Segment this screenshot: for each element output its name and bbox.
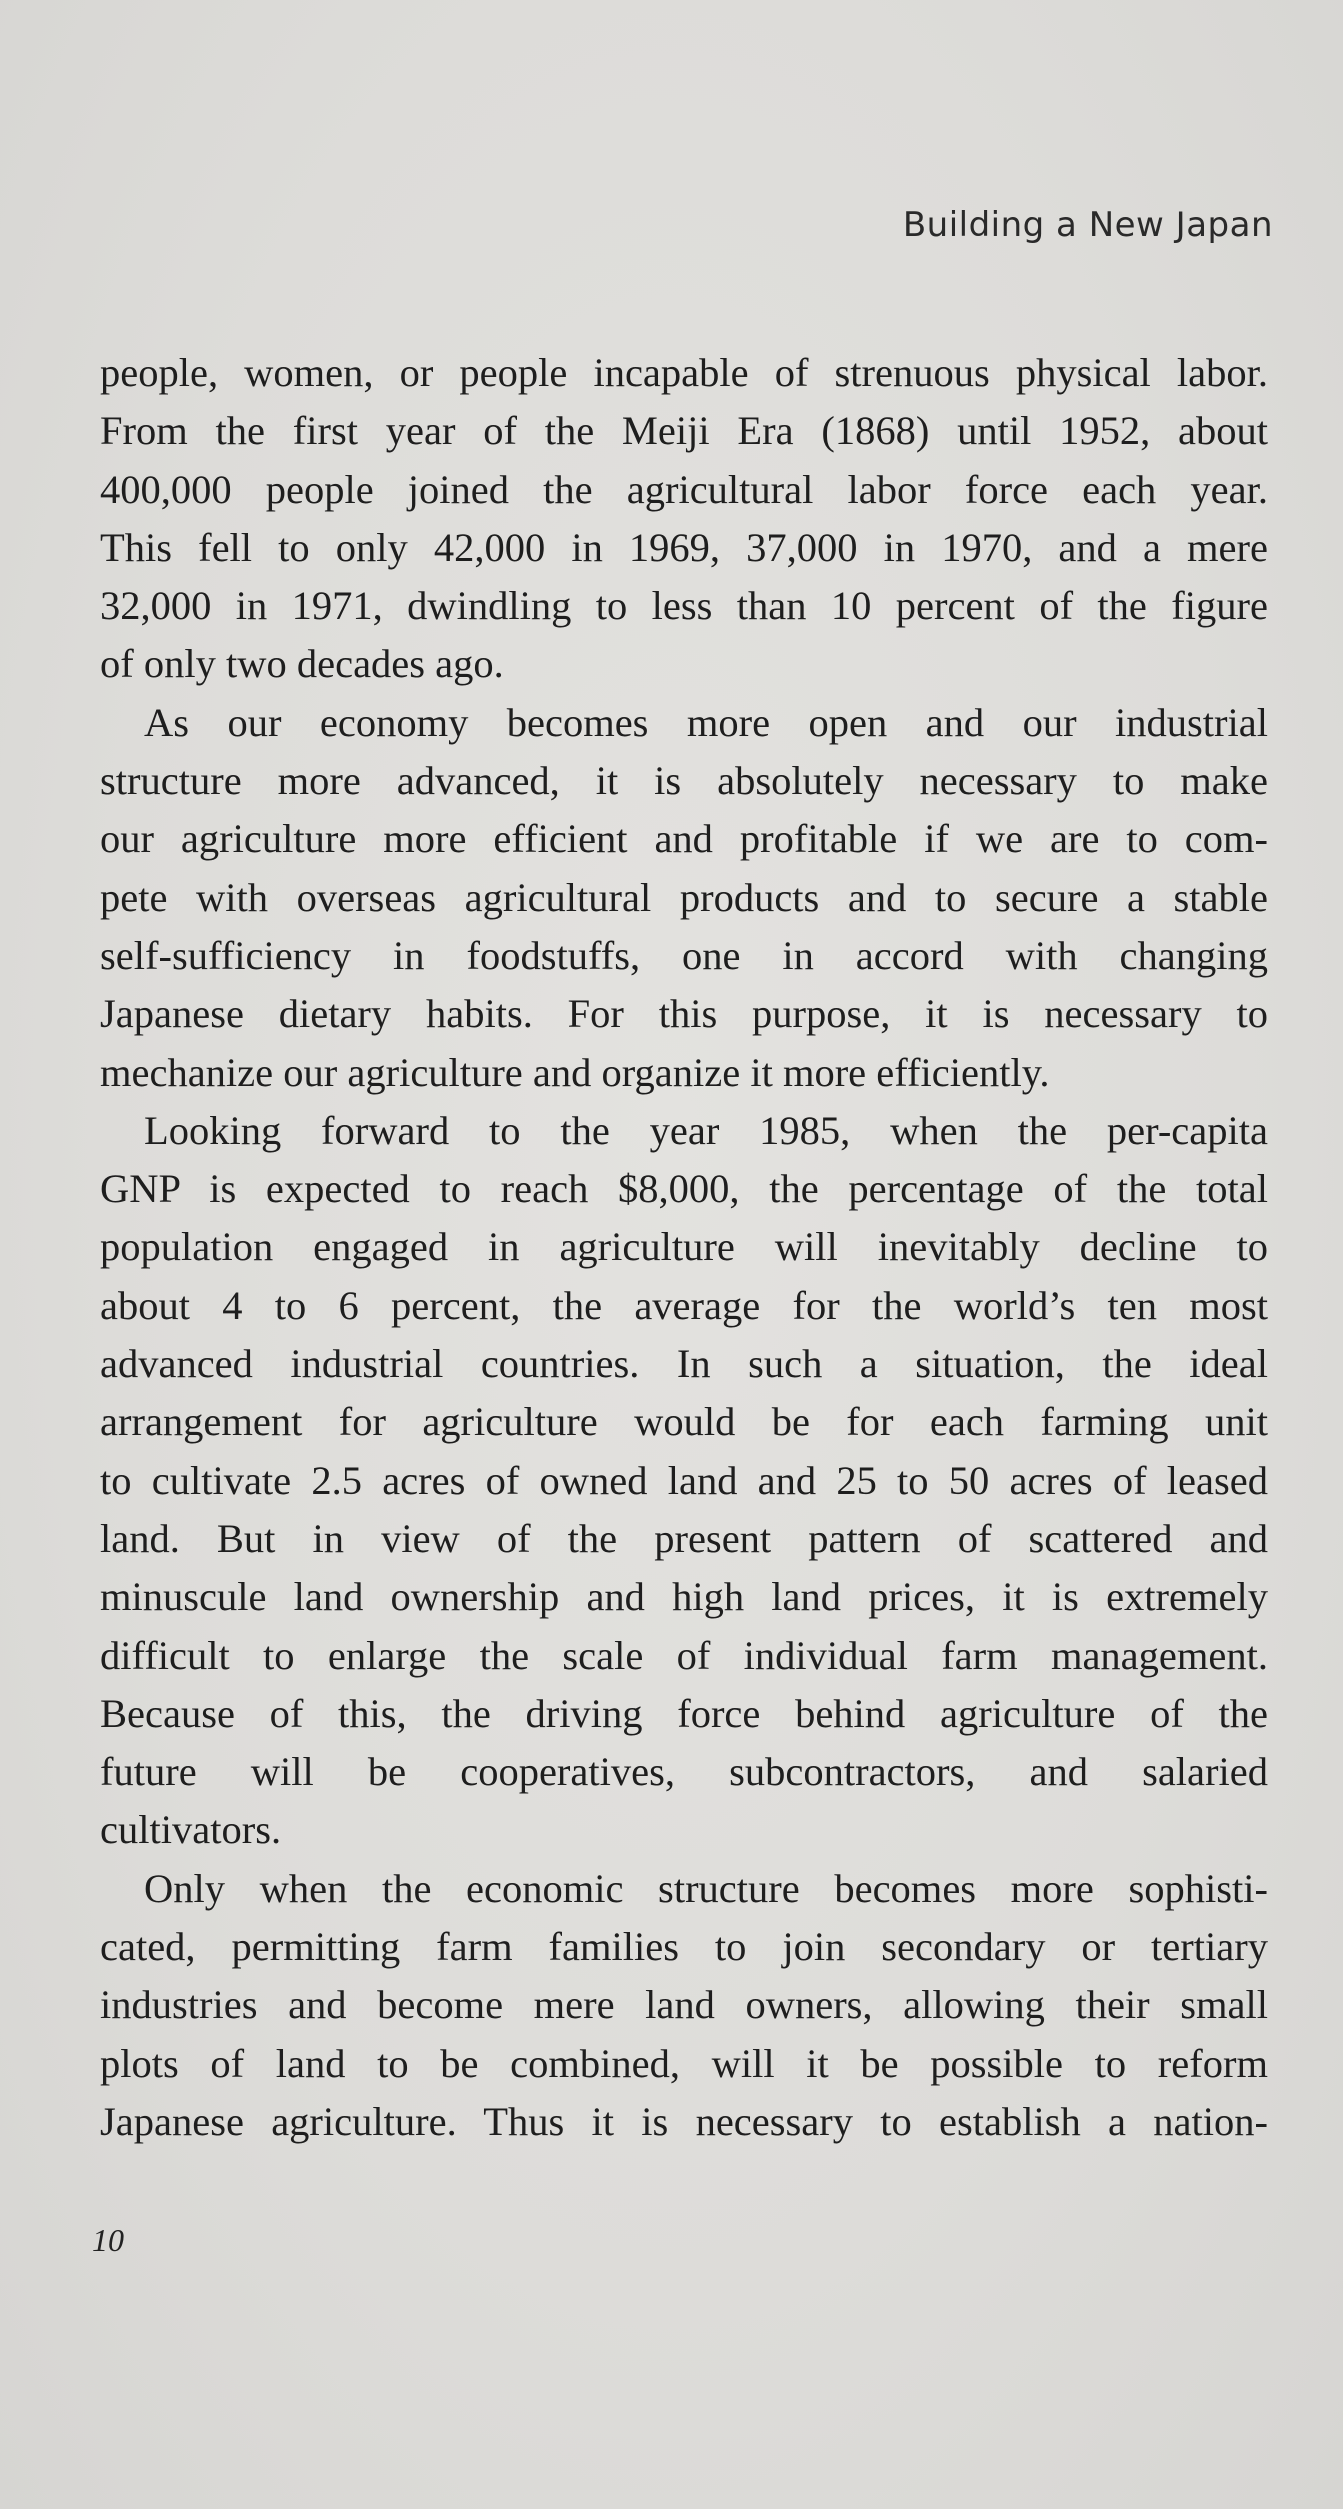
text-line: our agriculture more efficient and profitable if we are to com- [100, 816, 1268, 862]
paragraph-2 [100, 694, 1268, 1102]
text-line: future will be cooperatives, subcontractors, and salaried [100, 1749, 1268, 1795]
text-line: minuscule land ownership and high land prices, it is extremely [100, 1574, 1268, 1620]
text-line: about 4 to 6 percent, the average for the world’s ten most [100, 1282, 1268, 1328]
text-line: self-sufficiency in foodstuffs, one in accord with changing [100, 932, 1268, 978]
text-line: Only when the economic structure becomes more sophisti- [144, 1865, 1268, 1911]
text-line: pete with overseas agricultural products and to secure a stable [100, 874, 1268, 920]
text-line: structure more advanced, it is absolutely necessary to make [100, 758, 1268, 804]
text-line: people, women, or people incapable of strenuous physical labor. [100, 350, 1268, 395]
text-line: cultivators. [100, 1807, 282, 1853]
text-line: From the first year of the Meiji Era (1868) until 1952, about [100, 408, 1268, 454]
text-line: Looking forward to the year 1985, when the per-capita [144, 1107, 1268, 1153]
text-line: population engaged in agriculture will inevitably decline to [100, 1224, 1268, 1270]
paragraph-3 [100, 1102, 1268, 1860]
running-head: Building a New Japan [902, 205, 1273, 245]
text-line: This fell to only 42,000 in 1969, 37,000 in 1970, and a mere [100, 524, 1268, 570]
text-line: of only two decades ago. [100, 641, 504, 687]
text-line: advanced industrial countries. In such a situation, the ideal [100, 1341, 1268, 1387]
text-line: 400,000 people joined the agricultural labor force each year. [100, 466, 1268, 512]
text-line: 32,000 in 1971, dwindling to less than 10 percent of the figure [100, 583, 1268, 629]
text-line: plots of land to be combined, will it be possible to reform [100, 2040, 1268, 2086]
text-line: Because of this, the driving force behind agriculture of the [100, 1690, 1268, 1736]
paragraph-4 [100, 1860, 1268, 2151]
text-line: arrangement for agriculture would be for each farming unit [100, 1399, 1268, 1445]
text-line: difficult to enlarge the scale of individual farm management. [100, 1632, 1268, 1678]
text-line: As our economy becomes more open and our industrial [144, 699, 1268, 745]
text-line: land. But in view of the present pattern of scattered and [100, 1515, 1268, 1561]
text-line: cated, permitting farm families to join secondary or tertiary [100, 1924, 1268, 1970]
text-line: GNP is expected to reach $8,000, the percentage of the total [100, 1166, 1268, 1212]
text-line: Japanese agriculture. Thus it is necessary to establish a nation- [100, 2098, 1268, 2144]
body-text [100, 344, 1268, 2151]
text-line: Japanese dietary habits. For this purpose, it is necessary to [100, 991, 1268, 1037]
text-line: industries and become mere land owners, allowing their small [100, 1982, 1268, 2028]
text-line: mechanize our agriculture and organize it more efficiently. [100, 1049, 1050, 1095]
text-line: to cultivate 2.5 acres of owned land and 25 to 50 acres of leased [100, 1457, 1268, 1503]
page-number: 10 [92, 2222, 124, 2258]
paragraph-1 [100, 344, 1268, 694]
